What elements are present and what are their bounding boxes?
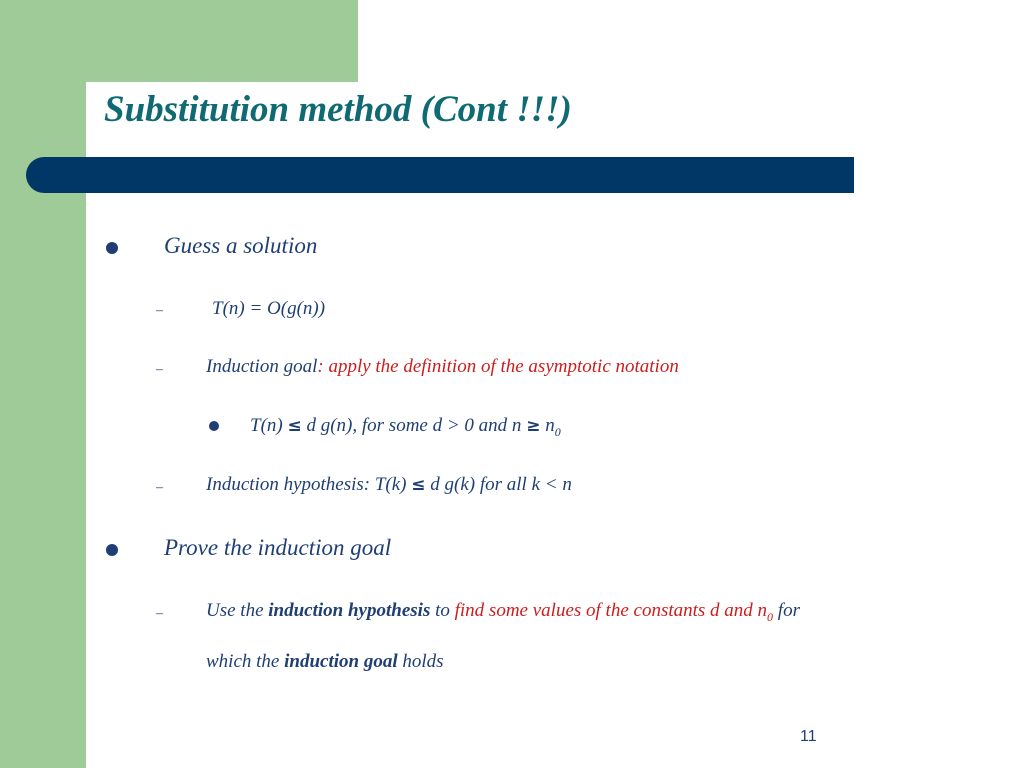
dash-icon: – — [156, 606, 163, 621]
greater-equal-symbol: ≥ — [526, 416, 541, 436]
n-text: n — [545, 415, 555, 436]
tn-text: T(n) — [250, 415, 283, 436]
induction-goal-definition: apply the definition of the asymptotic notation — [328, 356, 679, 377]
subscript-zero: 0 — [767, 609, 774, 624]
dash-icon: – — [156, 480, 163, 495]
subscript-zero: 0 — [554, 424, 561, 439]
find-constants-text: find some values of the constants d and n — [454, 600, 768, 621]
slide-title: Substitution method (Cont !!!) — [104, 89, 572, 130]
induction-goal-bold: induction goal — [284, 651, 398, 672]
page-number: 11 — [800, 728, 817, 745]
hypothesis-text: Induction hypothesis: T(k) — [206, 474, 407, 495]
to-text: to — [435, 600, 450, 621]
less-equal-symbol: ≤ — [411, 475, 426, 495]
dash-icon: – — [156, 362, 163, 377]
dash-icon: – — [156, 303, 163, 318]
inequality-text: d g(n), for some d > 0 and n — [306, 415, 522, 436]
induction-goal-label: Induction goal — [206, 356, 318, 377]
less-equal-symbol: ≤ — [287, 416, 302, 436]
subbullet-big-o: T(n) = O(g(n)) — [212, 298, 326, 319]
which-the-text: which the — [206, 651, 280, 672]
induction-hypothesis-bold: induction hypothesis — [268, 600, 431, 621]
holds-text: holds — [402, 651, 444, 672]
bullet-icon — [106, 544, 118, 556]
subbullet-use-hypothesis — [206, 600, 800, 625]
subbullet-induction-goal — [206, 356, 679, 378]
hypothesis-condition: d g(k) for all k < n — [430, 474, 572, 495]
for-text: for — [777, 600, 800, 621]
use-the-text: Use the — [206, 600, 264, 621]
subbullet-use-hypothesis-continued — [206, 651, 444, 673]
bullet-prove-goal: Prove the induction goal — [164, 535, 392, 560]
bullet-icon — [106, 242, 118, 254]
subsubbullet-inequality — [250, 415, 561, 440]
bullet-icon — [209, 421, 219, 431]
bullet-guess-solution: Guess a solution — [164, 233, 318, 258]
colon: : — [317, 356, 324, 377]
subbullet-induction-hypothesis — [206, 474, 572, 496]
